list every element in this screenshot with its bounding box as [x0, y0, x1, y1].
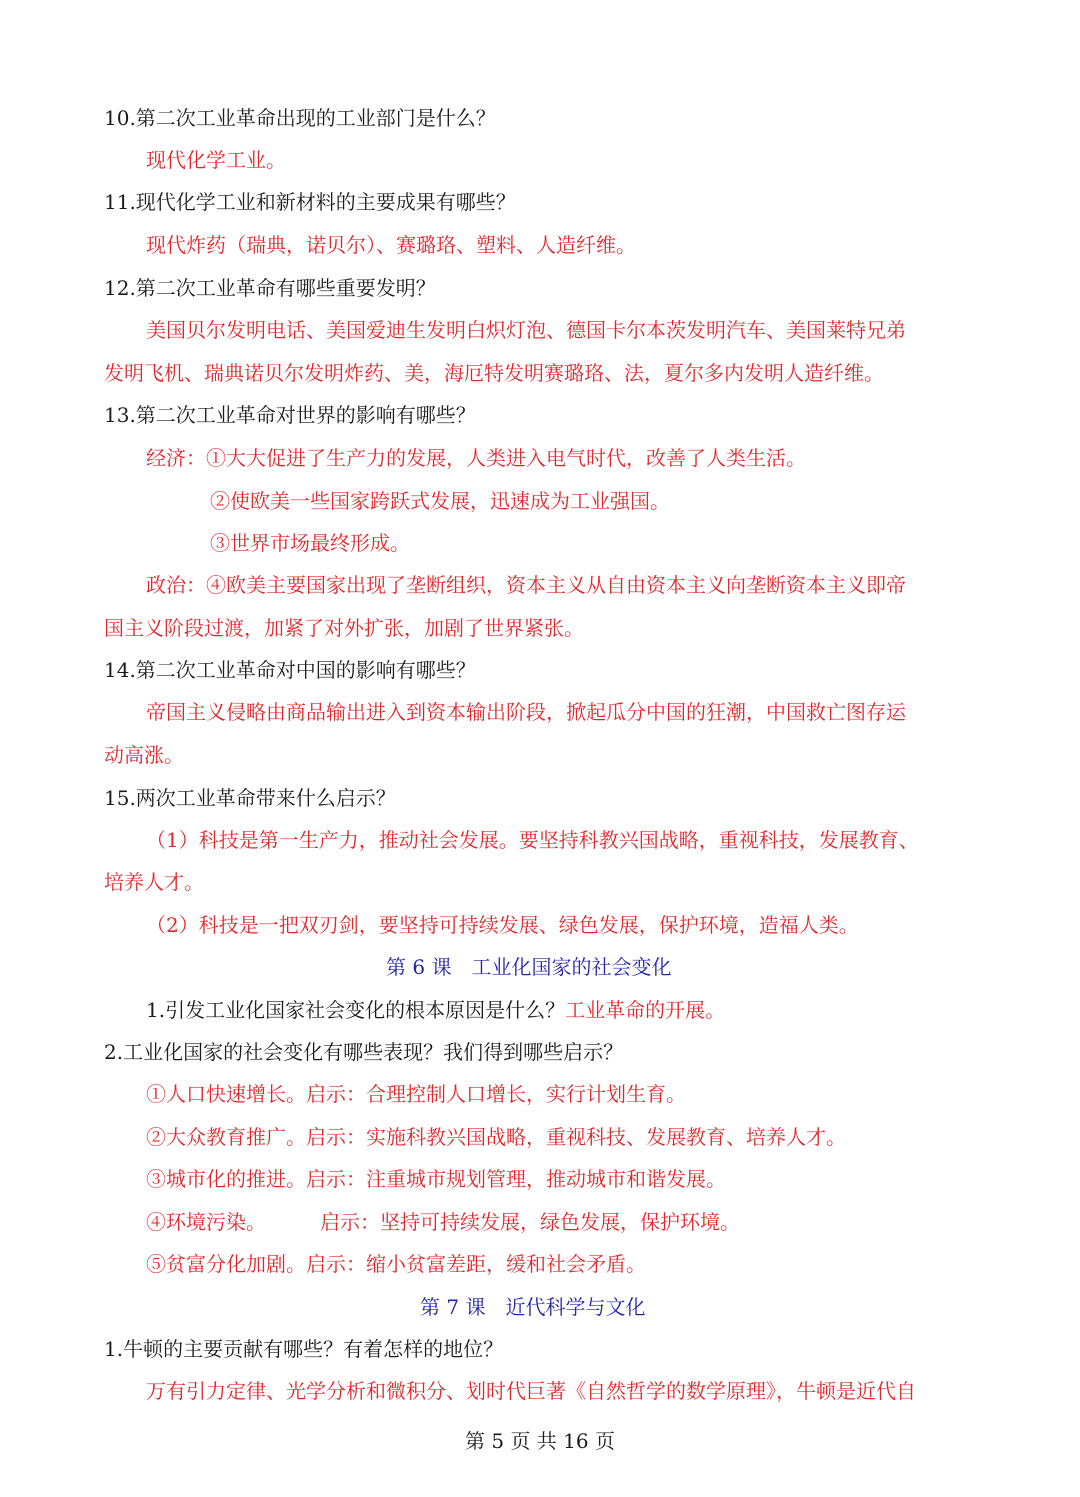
question-13: 13.第二次工业革命对世界的影响有哪些？: [104, 403, 476, 427]
lesson-6-question-1: 1.引发工业化国家社会变化的根本原因是什么？工业革命的开展。: [146, 998, 726, 1022]
lesson-6-answer-2-item-2: ②大众教育推广。启示：实施科教兴国战略，重视科技、发展教育、培养人才。: [146, 1125, 846, 1149]
lesson-6-answer-2-item-4: ④环境污染。 启示：坚持可持续发展，绿色发展，保护环境。: [146, 1210, 740, 1234]
question-10: 10.第二次工业革命出现的工业部门是什么？: [104, 106, 496, 130]
answer-15-item-2: （2）科技是一把双刃剑，要坚持可持续发展、绿色发展，保护环境，造福人类。: [146, 913, 859, 937]
answer-15-item-1-line-2: 培养人才。: [104, 870, 204, 894]
answer-10: 现代化学工业。: [146, 148, 286, 172]
page-footer: 第 5 页 共 16 页: [465, 1429, 615, 1453]
answer-12-line-2: 发明飞机、瑞典诺贝尔发明炸药、美，海厄特发明赛璐珞、法，夏尔多内发明人造纤维。: [104, 361, 884, 385]
answer-11: 现代炸药（瑞典，诺贝尔）、赛璐珞、塑料、人造纤维。: [146, 233, 636, 257]
answer-14-line-1: 帝国主义侵略由商品输出进入到资本输出阶段，掀起瓜分中国的狂潮，中国救亡图存运: [146, 700, 906, 724]
question-14: 14.第二次工业革命对中国的影响有哪些？: [104, 658, 476, 682]
lesson-6-question-2: 2.工业化国家的社会变化有哪些表现？我们得到哪些启示？: [104, 1040, 624, 1064]
answer-13-economy-3: ③世界市场最终形成。: [210, 531, 410, 555]
answer-13-economy-1: 经济：①大大促进了生产力的发展，人类进入电气时代，改善了人类生活。: [146, 446, 806, 470]
lesson-6-answer-1: 工业革命的开展。: [565, 998, 726, 1022]
answer-13-economy-2: ②使欧美一些国家跨跃式发展，迅速成为工业强国。: [210, 489, 670, 513]
question-11: 11.现代化学工业和新材料的主要成果有哪些？: [104, 190, 516, 214]
lesson-7-heading: 第 7 课 近代科学与文化: [420, 1295, 646, 1319]
answer-13-politics-line-1: 政治：④欧美主要国家出现了垄断组织，资本主义从自由资本主义向垄断资本主义即帝: [146, 573, 906, 597]
question-12: 12.第二次工业革命有哪些重要发明？: [104, 276, 436, 300]
answer-12-line-1: 美国贝尔发明电话、美国爱迪生发明白炽灯泡、德国卡尔本茨发明汽车、美国莱特兄弟: [146, 318, 906, 342]
question-15: 15.两次工业革命带来什么启示？: [104, 786, 396, 810]
lesson-7-answer-1: 万有引力定律、光学分析和微积分、划时代巨著《自然哲学的数学原理》，牛顿是近代自: [146, 1379, 916, 1403]
answer-14-line-2: 动高涨。: [104, 743, 184, 767]
lesson-6-answer-2-item-5: ⑤贫富分化加剧。启示：缩小贫富差距，缓和社会矛盾。: [146, 1252, 646, 1276]
lesson-6-answer-2-item-1: ①人口快速增长。启示：合理控制人口增长，实行计划生育。: [146, 1082, 686, 1106]
answer-15-item-1-line-1: （1）科技是第一生产力，推动社会发展。要坚持科教兴国战略，重视科技，发展教育、: [146, 828, 919, 852]
lesson-6-heading: 第 6 课 工业化国家的社会变化: [386, 955, 672, 979]
answer-13-politics-line-2: 国主义阶段过渡，加紧了对外扩张，加剧了世界紧张。: [104, 616, 584, 640]
lesson-7-question-1: 1.牛顿的主要贡献有哪些？有着怎样的地位？: [104, 1337, 504, 1361]
lesson-6-answer-2-item-4-insight: 启示：坚持可持续发展，绿色发展，保护环境。: [320, 1210, 740, 1234]
lesson-6-answer-2-item-3: ③城市化的推进。启示：注重城市规划管理，推动城市和谐发展。: [146, 1167, 726, 1191]
